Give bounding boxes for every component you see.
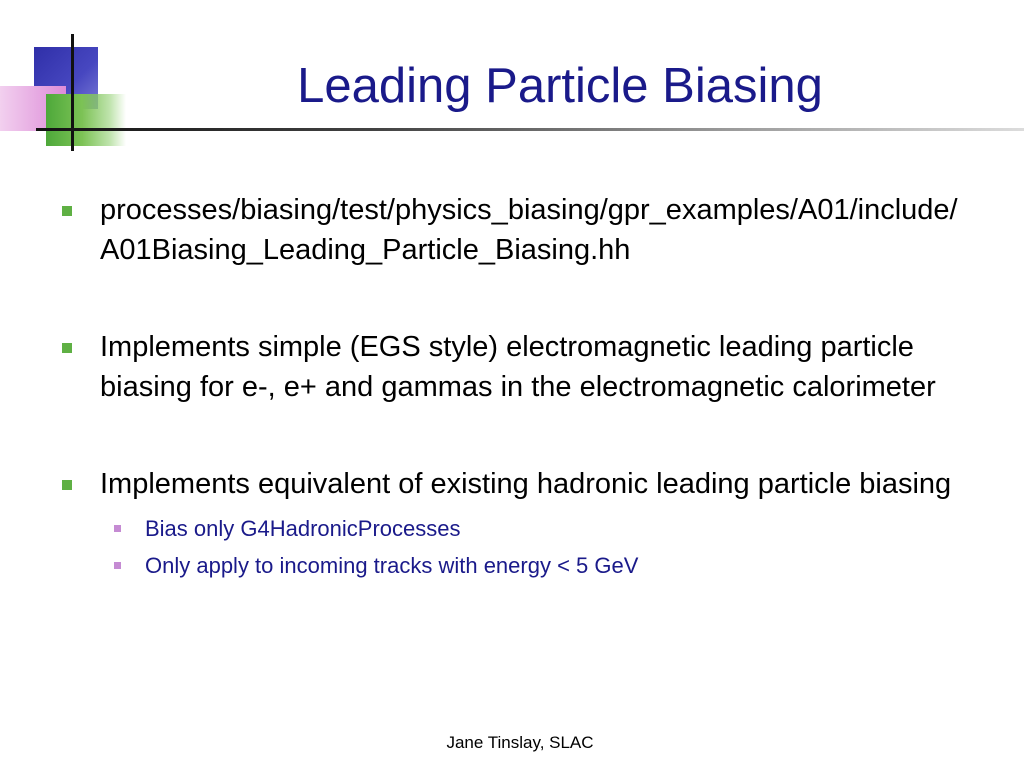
decorative-green-square [46,94,126,146]
subbullet-item [100,547,962,584]
title-underline [36,128,1024,131]
subbullet-square-icon [114,525,121,532]
decorative-vertical-line [71,34,74,151]
subbullet-square-icon [114,562,121,569]
bullet-square-icon [62,480,72,490]
bullet-list [62,190,962,584]
subbullet-text: Bias only G4HadronicProcesses [145,516,461,541]
bullet-square-icon [62,206,72,216]
bullet-square-icon [62,343,72,353]
subbullet-text: Only apply to incoming tracks with energy < 5 GeV [145,553,639,578]
subbullet-item [100,510,962,547]
subbullet-list [100,510,962,584]
bullet-text: Implements equivalent of existing hadronic leading particle biasing [100,468,952,500]
bullet-item [62,190,962,270]
bullet-item [62,327,962,407]
bullet-text: Implements simple (EGS style) electromagnetic leading particle biasing for e-, e+ and gammas in the electromagnetic calorimeter [100,331,936,403]
bullet-item [62,464,962,584]
bullet-text: processes/biasing/test/physics_biasing/gpr_examples/A01/include/A01Biasing_Leading_Particle_Biasing.hh [100,194,958,266]
footer-author: Jane Tinslay, SLAC [446,733,594,752]
slide-title: Leading Particle Biasing [297,59,823,113]
